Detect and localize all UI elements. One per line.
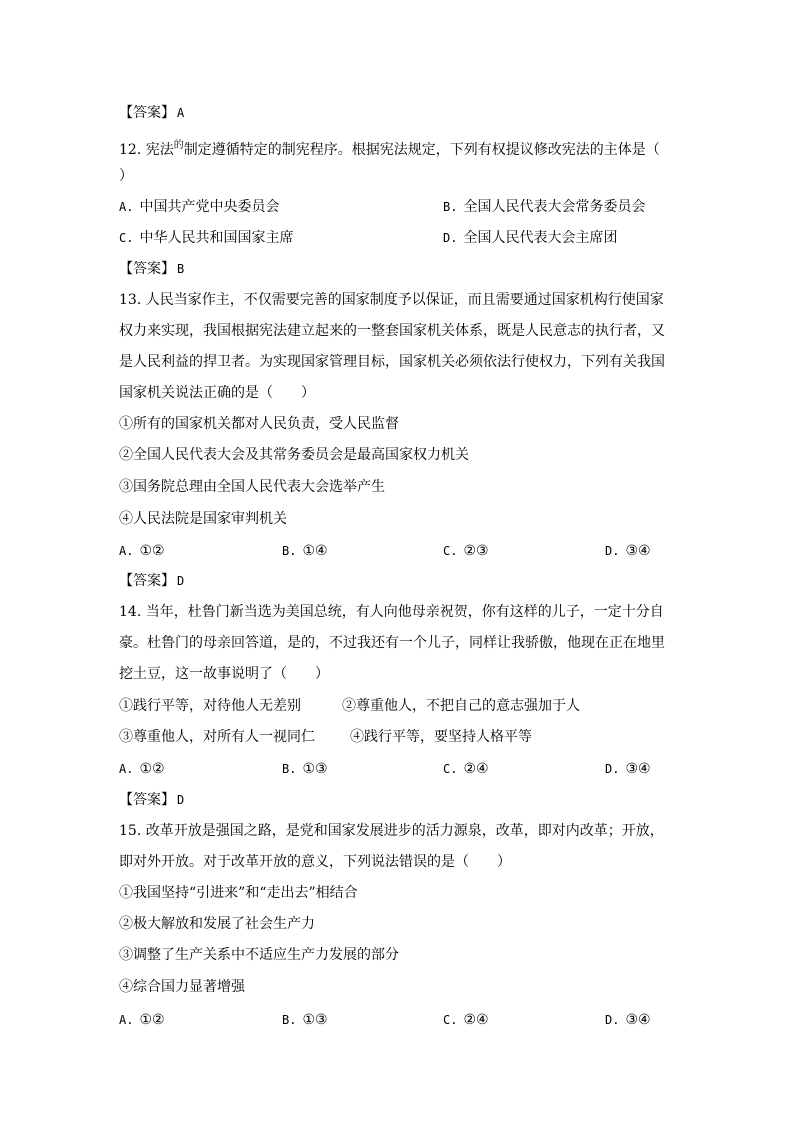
q15-option-a — [119, 1010, 165, 1030]
q15-item-2: ②极大解放和发展了社会生产力 — [119, 916, 315, 932]
q12-stem-sup: 的 — [173, 140, 184, 151]
answer-14 — [119, 790, 184, 810]
option-text: ①② — [139, 543, 165, 559]
answer-label: 【答案】 — [119, 792, 175, 808]
q14-stem-line2: 豪。杜鲁门的母亲回答道，是的，不过我还有一个儿子，同样让我骄傲，他现在正在地里 — [119, 635, 665, 651]
option-text: 中华人民共和国国家主席 — [139, 230, 294, 246]
answer-12 — [119, 259, 184, 279]
q13-item-1: ①所有的国家机关都对人民负责，受人民监督 — [119, 416, 399, 432]
q12-stem-line1 — [119, 136, 660, 160]
q13-option-b — [282, 541, 328, 561]
option-letter: B. — [443, 200, 458, 214]
option-text: ②④ — [463, 761, 489, 777]
q15-option-d — [605, 1010, 651, 1030]
answer-13 — [119, 571, 184, 591]
q13-stem-line4: 国家机关说法正确的是（ ） — [119, 385, 315, 401]
option-letter: A. — [119, 200, 134, 214]
option-text: ①② — [139, 761, 165, 777]
q14-item-3: ③尊重他人，对所有人一视同仁 — [119, 729, 315, 745]
answer-value: A — [177, 106, 185, 120]
q13-item-3: ③国务院总理由全国人民代表大会选举产生 — [119, 479, 385, 495]
q13-item-2: ②全国人民代表大会及其常务委员会是最高国家权力机关 — [119, 447, 469, 463]
option-letter: D. — [443, 231, 458, 245]
q13-stem-line3: 是人民利益的捍卫者。为实现国家管理目标，国家机关必须依法行使权力，下列有关我国 — [119, 354, 665, 370]
q15-stem-line1: 15. 改革开放是强国之路，是党和国家发展进步的活力源泉，改革，即对内改革；开放， — [119, 823, 664, 839]
option-text: 全国人民代表大会常务委员会 — [463, 199, 646, 215]
q15-item-4: ④综合国力显著增强 — [119, 979, 245, 995]
q15-item-1: ①我国坚持“引进来”和“走出去”相结合 — [119, 885, 358, 901]
q12-stem-part1: 12. 宪法 — [119, 142, 174, 158]
option-text: ①③ — [302, 1012, 328, 1028]
option-text: ②④ — [463, 1012, 489, 1028]
option-letter: C. — [443, 1013, 458, 1027]
option-letter: D. — [605, 762, 620, 776]
answer-value: D — [177, 574, 185, 588]
option-text: 全国人民代表大会主席团 — [463, 230, 618, 246]
answer-value: D — [177, 793, 185, 807]
option-letter: A. — [119, 762, 134, 776]
option-text: ①④ — [302, 543, 328, 559]
q12-option-b — [443, 197, 645, 217]
q12-option-a — [119, 197, 279, 217]
q14-option-c — [443, 759, 489, 779]
answer-label: 【答案】 — [119, 105, 175, 121]
q15-option-c — [443, 1010, 489, 1030]
option-letter: C. — [443, 762, 458, 776]
option-text: ②③ — [463, 543, 489, 559]
option-letter: B. — [282, 762, 297, 776]
q13-option-c — [443, 541, 489, 561]
option-letter: A. — [119, 1013, 134, 1027]
q13-stem-line1: 13. 人民当家作主，不仅需要完善的国家制度予以保证，而且需要通过国家机构行使国家 — [119, 292, 664, 308]
q15-item-3: ③调整了生产关系中不适应生产力发展的部分 — [119, 947, 399, 963]
option-text: 中国共产党中央委员会 — [139, 199, 280, 215]
q14-stem-line3: 挖土豆，这一故事说明了（ ） — [119, 666, 329, 682]
q14-option-b — [282, 759, 328, 779]
answer-label: 【答案】 — [119, 573, 175, 589]
answer-11 — [119, 103, 184, 123]
option-text: ③④ — [625, 543, 651, 559]
option-letter: B. — [282, 1013, 297, 1027]
q13-option-d — [605, 541, 651, 561]
q15-stem-line2: 即对外开放。对于改革开放的意义，下列说法错误的是（ ） — [119, 854, 511, 870]
q15-option-b — [282, 1010, 328, 1030]
option-text: ③④ — [625, 761, 651, 777]
q14-stem-line1: 14. 当年，杜鲁门新当选为美国总统，有人向他母亲祝贺，你有这样的儿子，一定十分自 — [119, 604, 664, 620]
q14-item-4: ④践行平等，要坚持人格平等 — [350, 729, 532, 745]
q12-option-c — [119, 228, 293, 248]
option-letter: D. — [605, 1013, 620, 1027]
q14-item-1: ①践行平等，对待他人无差别 — [119, 698, 301, 714]
answer-value: B — [177, 262, 185, 276]
q13-item-4: ④人民法院是国家审判机关 — [119, 511, 287, 527]
q12-stem-part2: 制定遵循特定的制宪程序。根据宪法规定，下列有权提议修改宪法的主体是（ — [183, 142, 660, 158]
option-letter: C. — [443, 544, 458, 558]
option-text: ③④ — [625, 1012, 651, 1028]
option-letter: B. — [282, 544, 297, 558]
q12-stem-line2: ） — [119, 168, 133, 184]
option-text: ①② — [139, 1012, 165, 1028]
answer-label: 【答案】 — [119, 261, 175, 277]
option-text: ①③ — [302, 761, 328, 777]
option-letter: A. — [119, 544, 134, 558]
option-letter: C. — [119, 231, 134, 245]
option-letter: D. — [605, 544, 620, 558]
q14-option-d — [605, 759, 651, 779]
q12-option-d — [443, 228, 617, 248]
q13-stem-line2: 权力来实现，我国根据宪法建立起来的一整套国家机关体系，既是人民意志的执行者，又 — [119, 323, 665, 339]
q13-option-a — [119, 541, 165, 561]
q14-item-2: ②尊重他人，不把自己的意志强加于人 — [342, 698, 580, 714]
q14-option-a — [119, 759, 165, 779]
